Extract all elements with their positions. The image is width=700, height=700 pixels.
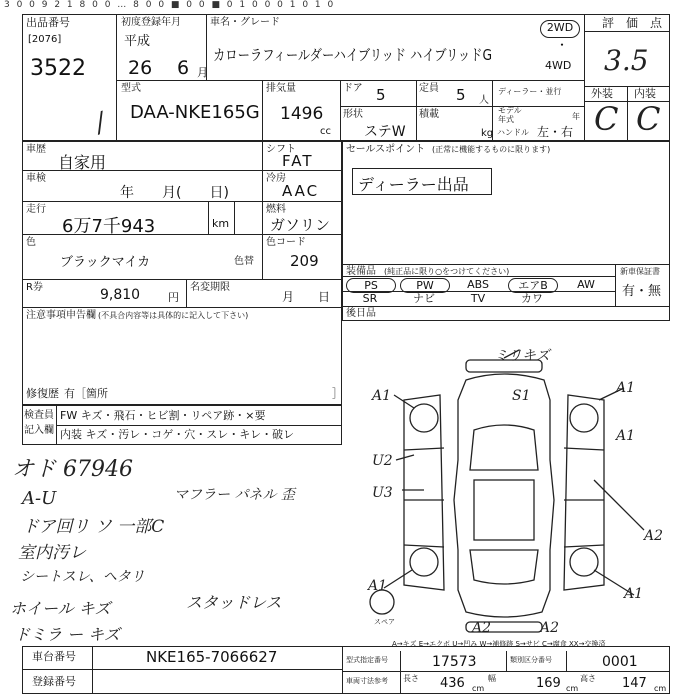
wheel-fl bbox=[410, 404, 438, 432]
car-name: カローラフィールダーハイブリッド ハイブリッドG bbox=[213, 46, 493, 64]
divider bbox=[340, 106, 584, 107]
lot-label: 出品番号 bbox=[26, 16, 70, 29]
lot-sub: [2076] bbox=[28, 34, 62, 45]
equipment-item: SR bbox=[362, 292, 378, 305]
divider bbox=[584, 31, 670, 32]
divider bbox=[262, 80, 263, 141]
color-change: 色替 bbox=[234, 256, 254, 267]
divider bbox=[342, 276, 615, 277]
shape-value: ステW bbox=[364, 124, 406, 140]
load-label: 積載 bbox=[419, 109, 439, 120]
lot-number: 3522 bbox=[30, 56, 86, 81]
divider bbox=[186, 279, 187, 307]
year-unit: 年 bbox=[572, 112, 580, 121]
height-label: 高さ bbox=[580, 674, 596, 683]
mark-a1-r: A1 bbox=[616, 428, 636, 444]
fuel-value: ガソリン bbox=[270, 216, 331, 234]
mark-a1-rl: A1 bbox=[368, 578, 388, 594]
repair-value: 有［箇所 bbox=[64, 387, 108, 400]
mileage-value: 6万7千943 bbox=[62, 216, 156, 237]
hw-line-6: ホイール キズ bbox=[10, 599, 111, 618]
width-unit: cm bbox=[566, 684, 579, 693]
mark-a2-rear-r: A2 bbox=[540, 620, 560, 636]
shape-label: 形状 bbox=[343, 109, 363, 120]
ext-label: 外装 bbox=[591, 87, 613, 100]
load-unit: kg bbox=[481, 128, 494, 139]
dealer-label: ディーラー・並行 bbox=[498, 87, 562, 96]
divider bbox=[342, 646, 343, 694]
divider bbox=[627, 86, 628, 141]
color-label: 色 bbox=[26, 237, 36, 248]
divider bbox=[262, 141, 263, 279]
selling-sub: (正常に機能するものに限ります) bbox=[432, 145, 551, 154]
roof bbox=[474, 480, 534, 540]
wheel-rl bbox=[410, 548, 438, 576]
car-body-outline bbox=[454, 374, 554, 617]
recycle-value: 9,810 bbox=[100, 287, 141, 303]
spare-label: スペア bbox=[374, 618, 395, 626]
name-change-value: 月 日 bbox=[282, 290, 331, 304]
top-cut-text: 3 0 0 9 2 1 8 0 0 … 8 0 0 ■ 0 0 ■ 0 1 0 0 0 1 0 1 0 bbox=[4, 0, 336, 10]
equipment-item: PS bbox=[346, 278, 396, 293]
mark-u3: U3 bbox=[372, 485, 393, 501]
name-change-label: 名変期限 bbox=[190, 282, 230, 293]
mileage-label: 走行 bbox=[26, 204, 46, 215]
after-label: 後日品 bbox=[346, 308, 376, 319]
drive-2wd: 2WD bbox=[540, 20, 580, 38]
hw-line-5: シートスレ、ヘタリ bbox=[20, 569, 145, 585]
mark-a1-fr: A1 bbox=[616, 380, 636, 396]
repair-label: 修復歴 bbox=[26, 387, 59, 400]
equipment-label: 装備品 bbox=[346, 266, 376, 277]
divider bbox=[56, 425, 342, 426]
mark-a2-r: A2 bbox=[644, 528, 664, 544]
eval-label: 評 価 点 bbox=[602, 16, 663, 30]
fuel-label: 燃料 bbox=[266, 204, 286, 215]
recycle-unit: 円 bbox=[168, 291, 179, 304]
equipment-item: AW bbox=[577, 278, 595, 291]
inspector-label-2: 記入欄 bbox=[24, 425, 54, 436]
cap-value: 5 bbox=[456, 86, 466, 104]
equipment-item: PW bbox=[400, 278, 450, 293]
cap-label: 定員 bbox=[419, 83, 439, 94]
inspector-row-2: 内装 キズ・汚レ・コゲ・穴・スレ・キレ・破レ bbox=[60, 428, 295, 441]
model-code: DAA-NKE165G bbox=[130, 102, 260, 123]
len-sub: 長さ bbox=[403, 674, 419, 683]
handle-value: 左・右 bbox=[537, 125, 574, 139]
hw-line-2: A-U bbox=[22, 488, 57, 509]
height-value: 147 bbox=[622, 676, 647, 691]
recycle-label: R券 bbox=[26, 282, 43, 293]
int-value: C bbox=[636, 100, 661, 138]
divider bbox=[262, 170, 342, 171]
height-unit: cm bbox=[654, 684, 667, 693]
mark-a1-rr: A1 bbox=[624, 586, 644, 602]
wheel-rr bbox=[570, 548, 598, 576]
hw-mid-2: スタッドレス bbox=[186, 593, 282, 612]
divider bbox=[116, 80, 584, 81]
mark-a1-fl: A1 bbox=[372, 388, 392, 404]
selling-label: セールスポイント bbox=[346, 144, 426, 155]
divider bbox=[22, 669, 342, 670]
hw-line-3: ドア回リ ソ 一部C bbox=[22, 517, 165, 537]
ext-value: C bbox=[594, 100, 619, 138]
handle-label: ハンドル bbox=[497, 128, 529, 137]
model-label: 型式 bbox=[121, 83, 141, 94]
color-code-label: 色コード bbox=[266, 237, 306, 248]
width-value: 169 bbox=[536, 676, 561, 691]
first-reg-label: 初度登録年月 bbox=[121, 17, 181, 28]
car-diagram bbox=[344, 340, 670, 640]
shift-label: シフト bbox=[266, 144, 296, 155]
divider bbox=[342, 264, 670, 265]
int-label: 内装 bbox=[634, 87, 656, 100]
divider bbox=[416, 80, 417, 141]
class-value: 0001 bbox=[602, 654, 638, 670]
windshield bbox=[470, 425, 538, 470]
divider bbox=[234, 201, 235, 234]
hw-line-4: 室内汚レ bbox=[18, 543, 86, 563]
ac-value: AAC bbox=[282, 182, 320, 200]
len-value: 436 bbox=[440, 676, 465, 691]
ac-label: 冷房 bbox=[266, 173, 286, 184]
reg-month: 6 bbox=[177, 57, 190, 79]
inspector-row-1: FW キズ・飛石・ヒビ割・リペア跡・×要 bbox=[60, 409, 266, 422]
usage-label: 車歴 bbox=[26, 144, 46, 155]
diagram-legend: A→キズ E→エクボ U→凹み W→補修跡 S→サビ C→腐食 XX→交換済 bbox=[392, 640, 606, 648]
hw-odo: オド 67946 bbox=[12, 457, 133, 482]
type-no-label: 型式指定番号 bbox=[346, 656, 388, 664]
equipment-sub: (純正品に限り○をつけてください) bbox=[384, 267, 510, 276]
disp-label: 排気量 bbox=[266, 83, 296, 94]
rear-window bbox=[470, 550, 538, 584]
lot-slash-mark: / bbox=[91, 107, 110, 139]
warranty-label: 新車保証書 bbox=[620, 267, 660, 276]
type-no-value: 17573 bbox=[432, 654, 477, 670]
equipment-item: カワ bbox=[521, 292, 543, 305]
divider bbox=[340, 80, 341, 141]
len-label: 車両寸法参考 bbox=[346, 677, 388, 685]
divider bbox=[584, 14, 585, 141]
mark-a2-rear-l: A2 bbox=[472, 620, 492, 636]
reg-year: 26 bbox=[128, 57, 153, 79]
equipment-item: エアB bbox=[508, 278, 558, 293]
month-unit: 月 bbox=[197, 66, 208, 79]
class-label: 類別区分番号 bbox=[510, 656, 552, 664]
reg-label: 登録番号 bbox=[32, 675, 76, 688]
door-value: 5 bbox=[376, 86, 386, 104]
door-label: ドア bbox=[343, 83, 363, 94]
inspection-label: 車検 bbox=[26, 173, 46, 184]
divider bbox=[566, 651, 567, 671]
divider bbox=[92, 646, 93, 694]
specs-frame bbox=[22, 141, 342, 405]
divider bbox=[22, 307, 342, 308]
equipment-item: ABS bbox=[467, 278, 489, 291]
model-year-label: モデル年式 bbox=[498, 106, 522, 124]
notes-label: 注意事項申告欄 bbox=[26, 310, 96, 321]
selling-text: ディーラー出品 bbox=[358, 175, 469, 194]
len-unit: cm bbox=[472, 684, 485, 693]
divider bbox=[400, 651, 401, 694]
wheel-fr bbox=[570, 404, 598, 432]
equipment-item: ナビ bbox=[413, 292, 435, 305]
divider bbox=[116, 14, 117, 141]
notes-sub: (不具合内容等は具体的に記入して下さい) bbox=[98, 311, 249, 320]
drive-4wd: 4WD bbox=[545, 59, 572, 72]
color-value: ブラックマイカ bbox=[60, 255, 151, 270]
shift-value: FAT bbox=[282, 152, 314, 170]
usage-value: 自家用 bbox=[58, 153, 107, 172]
name-label: 車名・グレード bbox=[210, 17, 280, 28]
divider bbox=[615, 264, 616, 306]
mileage-unit: km bbox=[212, 217, 230, 230]
chassis-value: NKE165-7066627 bbox=[146, 648, 278, 666]
divider bbox=[342, 306, 670, 307]
inspector-label-1: 検査員 bbox=[24, 410, 54, 421]
drive-dot: ・ bbox=[556, 38, 569, 52]
equipment-item: TV bbox=[470, 292, 486, 305]
chassis-label: 車台番号 bbox=[32, 650, 76, 663]
divider bbox=[342, 671, 670, 672]
color-code: 209 bbox=[290, 252, 319, 270]
divider bbox=[208, 201, 209, 234]
hw-mid-1: マフラー パネル 歪 bbox=[174, 487, 295, 503]
divider bbox=[22, 279, 342, 280]
disp-value: 1496 bbox=[280, 104, 324, 124]
hw-line-7: ドミラ ー キズ bbox=[14, 625, 120, 644]
inspection-value: 年 月( 日) bbox=[120, 185, 229, 201]
width-label: 幅 bbox=[488, 674, 496, 683]
mark-s1: S1 bbox=[512, 388, 531, 404]
eval-value: 3.5 bbox=[604, 44, 649, 77]
repair-close: ］ bbox=[332, 387, 343, 400]
disp-unit: cc bbox=[320, 126, 331, 137]
cap-unit: 人 bbox=[479, 95, 489, 106]
divider bbox=[506, 651, 507, 671]
mark-u2: U2 bbox=[372, 453, 393, 469]
warranty-value: 有・無 bbox=[622, 284, 662, 299]
diag-top-note: ミリキズ bbox=[494, 348, 550, 364]
era: 平成 bbox=[124, 34, 151, 49]
